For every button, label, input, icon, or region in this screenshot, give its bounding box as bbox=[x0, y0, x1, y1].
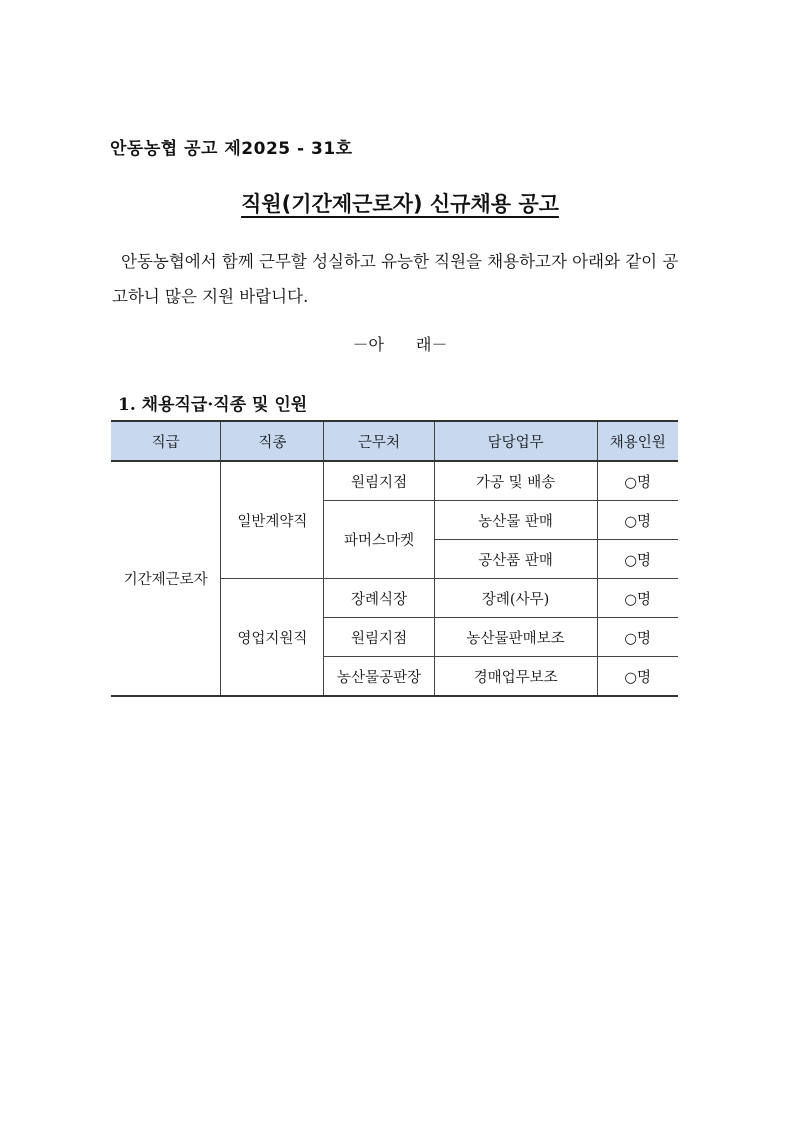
cell-place: 장례식장 bbox=[324, 579, 434, 618]
cell-duty: 가공 및 배송 bbox=[434, 461, 597, 501]
cell-place: 원림지점 bbox=[324, 461, 434, 501]
cell-type: 일반계약직 bbox=[221, 461, 324, 579]
header-duty: 담당업무 bbox=[434, 421, 597, 461]
cell-count: ○명 bbox=[597, 461, 678, 501]
header-grade: 직급 bbox=[111, 421, 221, 461]
cell-duty: 장례(사무) bbox=[434, 579, 597, 618]
cell-grade: 기간제근로자 bbox=[111, 461, 221, 696]
header-place: 근무처 bbox=[324, 421, 434, 461]
section-heading-1: 1. 채용직급·직종 및 인원 bbox=[118, 395, 308, 415]
cell-count: ○명 bbox=[597, 501, 678, 540]
cell-duty: 공산품 판매 bbox=[434, 540, 597, 579]
cell-count: ○명 bbox=[597, 618, 678, 657]
header-type: 직종 bbox=[221, 421, 324, 461]
cell-duty: 농산물판매보조 bbox=[434, 618, 597, 657]
cell-place: 파머스마켓 bbox=[324, 501, 434, 579]
header-count: 채용인원 bbox=[597, 421, 678, 461]
hiring-table bbox=[111, 420, 678, 697]
cell-count: ○명 bbox=[597, 657, 678, 697]
cell-duty: 경매업무보조 bbox=[434, 657, 597, 697]
cell-place: 원림지점 bbox=[324, 618, 434, 657]
cell-count: ○명 bbox=[597, 579, 678, 618]
notice-number: 안동농협 공고 제2025 - 31호 bbox=[110, 139, 353, 159]
page-title bbox=[0, 188, 800, 218]
table-row bbox=[111, 461, 678, 501]
table-header-row bbox=[111, 421, 678, 461]
page-title-text: 직원(기간제근로자) 신규채용 공고 bbox=[241, 192, 559, 216]
cell-count: ○명 bbox=[597, 540, 678, 579]
cell-duty: 농산물 판매 bbox=[434, 501, 597, 540]
cell-place: 농산물공판장 bbox=[324, 657, 434, 697]
ara-separator: －아 래－ bbox=[352, 335, 448, 354]
intro-paragraph: 안동농협에서 함께 근무할 성실하고 유능한 직원을 채용하고자 아래와 같이 공고하니 많은 지원 바랍니다. bbox=[112, 252, 679, 306]
cell-type: 영업지원직 bbox=[221, 579, 324, 697]
